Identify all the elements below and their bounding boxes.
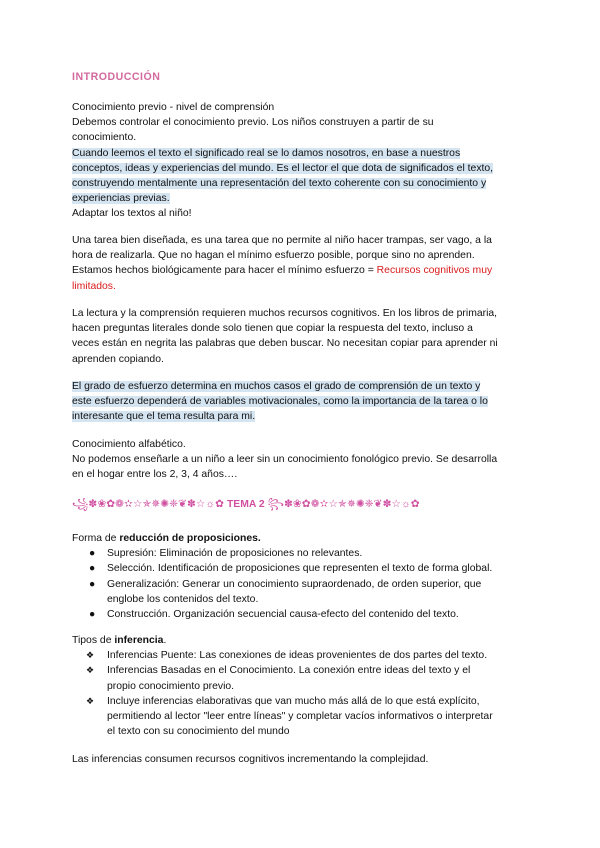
text-line: Una tarea bien diseñada, es una tarea que no permite al niño hacer trampas, ser vago, a la (72, 235, 492, 246)
paragraph-conocimiento-previo (72, 100, 532, 222)
diamond-bullet-icon: ❖ (86, 695, 95, 706)
list-intro-text: Forma de (72, 533, 120, 544)
section-heading-tema-2 (72, 495, 542, 517)
highlighted-text: conceptos, ideas y experiencias del mundo. Es el lector el que dota de significados el texto, (72, 162, 494, 174)
highlighted-text: interesante que el tema resulta para mi. (72, 411, 256, 423)
list-item-text: Inferencias Basadas en el Conocimiento. La conexión entre ideas del texto y el (107, 665, 471, 677)
list-item-text: englobe los contenidos del texto. (107, 593, 259, 605)
list-item-text: propio conocimiento previo. (107, 680, 235, 692)
highlighted-text: El grado de esfuerzo determina en muchos casos el grado de comprensión de un texto y (72, 381, 481, 392)
bullet-dot-icon: ● (89, 563, 96, 575)
red-emphasis-text: Recursos cognitivos muy (376, 265, 493, 277)
decorative-symbols-left: ꧁✽❀✿❁✫☆✯✵✺❈❦✽☆☼✿ (72, 499, 225, 510)
paragraph-lectura-comprension (72, 306, 532, 367)
list-item (72, 561, 542, 576)
red-emphasis-text: limitados. (72, 280, 116, 292)
list-item-text: Supresión: Eliminación de proposiciones no relevantes. (107, 548, 363, 560)
bullet-dot-icon: ● (89, 609, 96, 621)
text-line: conocimiento. (72, 132, 137, 144)
list-item (72, 694, 542, 740)
text-line: en el hogar entre los 2, 3, 4 años…. (72, 469, 238, 481)
paragraph-conocimiento-alfabetico (72, 437, 532, 483)
list-reduccion-proposiciones (72, 531, 542, 622)
highlighted-text: este esfuerzo dependerá de variables motivacionales, como la importancia de la tarea o lo (72, 396, 488, 408)
text-line: Estamos hechos biológicamente para hacer el mínimo esfuerzo = (72, 265, 377, 277)
list-item (72, 607, 542, 622)
list-item-text: Inferencias Puente: Las conexiones de ideas provenientes de dos partes del texto. (107, 650, 488, 662)
list-item-text: permitiendo al lector "leer entre líneas" y completar vacíos informativos o interpretar (107, 711, 493, 723)
text-line: Conocimiento previo - nivel de comprensión (72, 102, 275, 113)
diamond-bullet-icon: ❖ (86, 665, 95, 676)
section-heading-introduccion: INTRODUCCIÓN (72, 71, 161, 83)
text-line: Conocimiento alfabético. (72, 439, 186, 450)
list-item-text: Construcción. Organización secuencial causa-efecto del contenido del texto. (107, 609, 459, 621)
highlighted-text: Cuando leemos el texto el significado real se lo damos nosotros, en base a nuestros (72, 147, 461, 159)
list-intro (72, 633, 542, 648)
tema-title: TEMA 2 (226, 499, 265, 510)
bullet-dot-icon: ● (89, 548, 96, 560)
list-tipos-inferencia (72, 633, 542, 739)
text-line: La lectura y la comprensión requieren muchos recursos cognitivos. En los libros de primaria, (72, 308, 498, 319)
list-item-text: el texto con su conocimiento del mundo (107, 726, 290, 738)
text-line: Adaptar los textos al niño! (72, 208, 192, 220)
list-item (72, 577, 542, 607)
paragraph-tarea-bien-disenada (72, 233, 532, 294)
list-intro-text: Tipos de (72, 635, 115, 646)
bold-term: inferencia (114, 635, 164, 646)
list-item (72, 663, 542, 693)
list-item-text: Selección. Identificación de proposiciones que representen el texto de forma global. (107, 563, 493, 575)
list-item (72, 648, 542, 663)
list-item-text: Generalización: Generar un conocimiento supraordenado, de orden superior, que (107, 578, 482, 590)
diamond-bullet-icon: ❖ (86, 650, 95, 661)
text-line: hora de realizarla. Que no hagan el mínimo esfuerzo posible, porque sino no aprenden. (72, 250, 475, 262)
text-line: No podemos enseñarle a un niño a leer sin un conocimiento fonológico previo. Se desarrolla (72, 454, 498, 466)
list-item-text: Incluye inferencias elaborativas que van mucho más allá de lo que está explícito, (107, 695, 480, 707)
text-line: Debemos controlar el conocimiento previo. Los niños construyen a partir de su (72, 117, 434, 129)
list-item (72, 546, 542, 561)
highlighted-text: construyendo mentalmente una representación del texto coherente con su conocimiento y (72, 178, 487, 190)
list-intro (72, 531, 542, 546)
text-line: veces están en negrita las palabras que deben buscar. No necesitan copiar para aprender ni (72, 338, 498, 350)
paragraph-closing (72, 752, 532, 767)
decorative-symbols-right: ꧂✽❀✿❁✫☆✯✵✺❈❦✽☆☼✿ (267, 499, 420, 510)
text-line: hacen preguntas literales donde solo tienen que copiar la respuesta del texto, incluso a (72, 323, 473, 335)
text-line: Las inferencias consumen recursos cognitivos incrementando la complejidad. (72, 754, 429, 765)
text-line: aprenden copiando. (72, 353, 164, 365)
highlighted-text: experiencias previas. (72, 193, 170, 205)
bullet-dot-icon: ● (89, 578, 96, 590)
paragraph-grado-esfuerzo (72, 379, 532, 425)
bold-term: reducción de proposiciones. (119, 533, 261, 544)
list-intro-end: . (163, 635, 167, 646)
